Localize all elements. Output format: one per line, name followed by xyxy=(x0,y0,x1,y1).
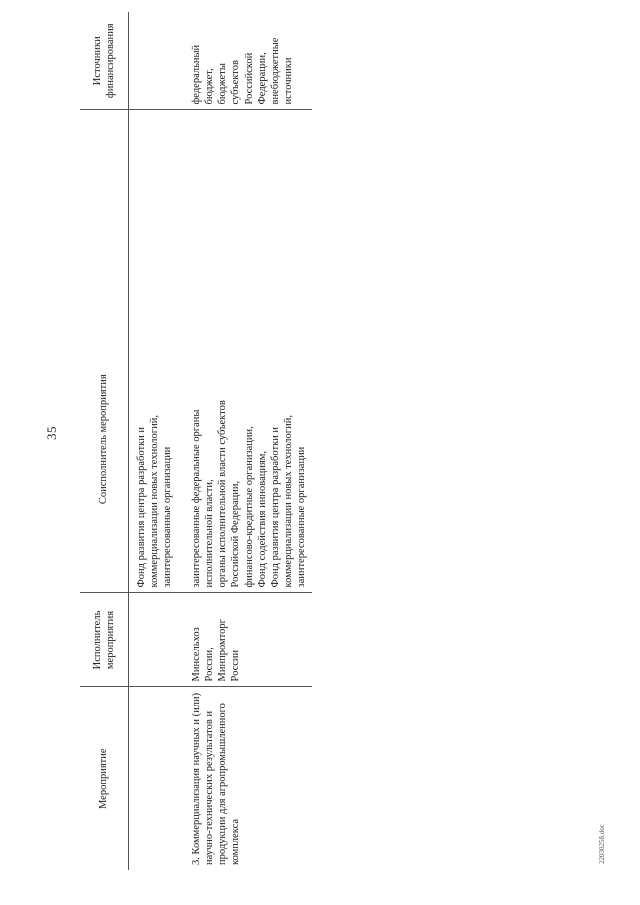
header-activity: Мероприятие xyxy=(80,687,129,870)
executor-line: Минсельхоз России, xyxy=(191,627,216,682)
page-number: 35 xyxy=(44,426,59,440)
co-executor-line: Фонд развития центра разработки и xyxy=(269,426,281,588)
funding-cell xyxy=(185,12,312,110)
co-executor-line: заинтересованные организации xyxy=(296,446,307,588)
co-executor-cell xyxy=(129,286,186,593)
executor-cell xyxy=(129,593,186,687)
header-executor: Исполнитель мероприятия xyxy=(80,593,129,687)
spacer-cell xyxy=(129,110,186,286)
activity-cell xyxy=(129,687,186,870)
file-code: 22030258.doc xyxy=(598,824,606,864)
co-executor-line: заинтересованные организации xyxy=(162,446,174,588)
activity-line: продукции для агропромышленного xyxy=(217,703,229,865)
executor-line: Минпромторг России xyxy=(217,619,242,682)
header-funding: Источники финансирования xyxy=(80,12,129,110)
co-executor-line: финансово-кредитные организации, xyxy=(243,426,255,588)
co-executor-line: Российской Федерации, xyxy=(230,480,242,588)
funding-cell xyxy=(129,12,186,110)
co-executor-line: органы исполнительной власти субъектов xyxy=(217,400,229,588)
table-header-row xyxy=(80,12,129,870)
activities-table xyxy=(80,12,312,870)
co-executor-line: Фонд содействия инновациям, xyxy=(256,450,268,588)
spacer-cell xyxy=(185,110,312,286)
table-row xyxy=(185,12,312,870)
co-executor-line: коммерциализации новых технологий, xyxy=(282,415,294,588)
activities-table-container xyxy=(80,12,306,870)
co-executor-cell xyxy=(185,286,312,593)
co-executor-line: Фонд развития центра разработки и xyxy=(136,426,147,588)
co-executor-line: коммерциализации новых технологий, xyxy=(149,415,161,588)
executor-cell xyxy=(185,593,312,687)
activity-cell xyxy=(185,687,312,870)
activity-line: комплекса xyxy=(230,818,242,865)
co-executor-line: исполнительной власти, xyxy=(204,479,216,588)
activity-line: 3. Коммерциализация научных и (или) xyxy=(191,692,202,865)
activity-line: научно-технических результатов и xyxy=(204,710,216,865)
table-row xyxy=(129,12,186,870)
funding-line: Российской Федерации, xyxy=(243,52,268,105)
funding-line: федеральный бюджет, xyxy=(191,44,216,105)
funding-line: внебюджетные источники xyxy=(269,37,294,105)
header-co-executor: Соисполнитель мероприятия xyxy=(80,286,129,593)
header-spacer xyxy=(80,110,129,286)
co-executor-line: заинтересованные федеральные органы xyxy=(191,409,202,588)
funding-line: бюджеты субъектов xyxy=(217,60,242,105)
